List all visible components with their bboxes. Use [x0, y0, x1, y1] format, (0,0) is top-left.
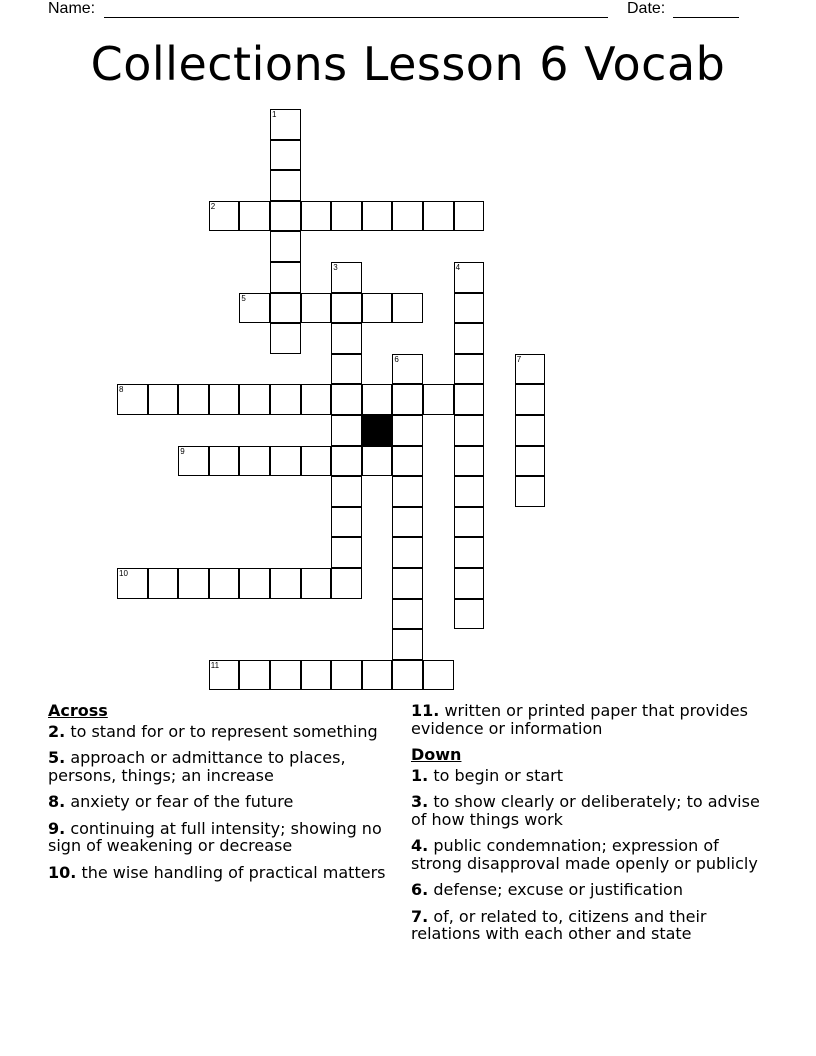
clue-text: to show clearly or deliberately; to advise of how things work	[411, 792, 760, 829]
crossword-cell[interactable]	[331, 415, 362, 446]
clue-number: 3.	[411, 792, 429, 811]
clues-right-column	[411, 702, 771, 952]
clue-across-2	[48, 723, 408, 741]
clue-number: 2.	[48, 721, 66, 741]
clue-number: 6.	[411, 880, 429, 899]
crossword-cell[interactable]	[331, 201, 362, 232]
clue-across-10	[48, 864, 408, 882]
crossword-cell[interactable]	[331, 507, 362, 538]
clue-number: 11.	[411, 701, 440, 720]
crossword-cell[interactable]	[270, 170, 301, 201]
crossword-cell[interactable]	[301, 384, 332, 415]
clue-text: anxiety or fear of the future	[70, 792, 294, 811]
clue-text: the wise handling of practical matters	[81, 862, 386, 882]
crossword-cell[interactable]	[515, 415, 546, 446]
clue-text: to begin or start	[433, 765, 564, 785]
clue-across-8	[48, 793, 408, 811]
crossword-cell[interactable]	[454, 323, 485, 354]
crossword-cell[interactable]	[454, 568, 485, 599]
clue-across-9	[48, 820, 408, 855]
crossword-cell[interactable]	[454, 446, 485, 477]
clue-across-5	[48, 749, 408, 784]
clues-left-column	[48, 702, 408, 890]
crossword-cell[interactable]	[301, 568, 332, 599]
crossword-cell[interactable]	[301, 660, 332, 691]
crossword-cell[interactable]	[331, 568, 362, 599]
clue-number: 5.	[48, 748, 66, 767]
crossword-cell[interactable]	[178, 446, 209, 477]
cell-number: 11	[210, 660, 220, 670]
crossword-cell[interactable]	[423, 660, 454, 691]
crossword-cell[interactable]	[148, 568, 179, 599]
crossword-cell[interactable]	[454, 599, 485, 630]
crossword-cell[interactable]	[454, 354, 485, 385]
crossword-cell[interactable]	[301, 446, 332, 477]
clue-text: of, or related to, citizens and their relations with each other and state	[411, 906, 707, 943]
crossword-cell[interactable]	[392, 660, 423, 691]
crossword-cell[interactable]	[270, 384, 301, 415]
crossword-cell[interactable]	[301, 293, 332, 324]
crossword-cell[interactable]	[239, 201, 270, 232]
clue-text: continuing at full intensity; showing no sign of weakening or decrease	[48, 818, 382, 855]
crossword-cell[interactable]	[392, 599, 423, 630]
crossword-cell[interactable]	[454, 293, 485, 324]
crossword-cell[interactable]	[515, 354, 546, 385]
clue-text: to stand for or to represent something	[70, 721, 378, 741]
crossword-cell[interactable]	[270, 568, 301, 599]
across-heading: Across	[48, 701, 108, 720]
cell-number: 5	[241, 293, 246, 303]
cell-number: 7	[516, 354, 522, 364]
crossword-cell[interactable]	[117, 568, 148, 599]
crossword-cell[interactable]	[178, 568, 209, 599]
crossword-cell[interactable]	[454, 415, 485, 446]
crossword-cell[interactable]	[301, 201, 332, 232]
crossword-cell[interactable]	[270, 660, 301, 691]
clue-number: 10.	[48, 862, 77, 882]
crossword-cell[interactable]	[331, 293, 362, 324]
crossword-cell[interactable]	[454, 201, 485, 232]
crossword-cell[interactable]	[331, 660, 362, 691]
clue-number: 4.	[411, 836, 429, 855]
crossword-cell[interactable]	[515, 384, 546, 415]
crossword-cell[interactable]	[515, 476, 546, 507]
clue-text: written or printed paper that provides evidence or information	[411, 701, 748, 738]
crossword-cell[interactable]	[117, 384, 148, 415]
crossword-cell[interactable]	[362, 293, 393, 324]
crossword-cell[interactable]	[392, 446, 423, 477]
crossword-cell[interactable]	[239, 384, 270, 415]
crossword-cell[interactable]	[270, 446, 301, 477]
crossword-cell[interactable]	[331, 537, 362, 568]
crossword-cell[interactable]	[392, 201, 423, 232]
crossword-cell[interactable]	[270, 140, 301, 171]
crossword-cell[interactable]	[239, 568, 270, 599]
crossword-cell[interactable]	[270, 109, 301, 140]
crossword-cell[interactable]	[331, 476, 362, 507]
clue-number: 7.	[411, 906, 429, 926]
clue-across-11	[411, 702, 771, 737]
cell-number: 1	[272, 110, 277, 119]
crossword-cell[interactable]	[270, 231, 301, 262]
clue-down-1	[411, 767, 771, 785]
date-label: Date:	[627, 0, 666, 17]
crossword-cell[interactable]	[392, 293, 423, 324]
crossword-cell[interactable]	[454, 507, 485, 538]
clue-text: approach or admittance to places, persons, things; an increase	[48, 748, 346, 785]
clue-down-6	[411, 881, 771, 899]
crossword-cell[interactable]	[392, 384, 423, 415]
crossword-cell[interactable]	[331, 262, 362, 293]
cell-number: 2	[210, 201, 216, 211]
crossword-cell[interactable]	[362, 660, 393, 691]
crossword-cell[interactable]	[392, 568, 423, 599]
clue-down-4	[411, 837, 771, 872]
crossword-cell[interactable]	[392, 354, 423, 385]
crossword-cell[interactable]	[209, 384, 240, 415]
crossword-cell[interactable]	[209, 660, 240, 691]
clue-down-3	[411, 793, 771, 828]
down-heading: Down	[411, 745, 462, 764]
crossword-black-cell	[362, 415, 393, 446]
crossword-cell[interactable]	[454, 537, 485, 568]
crossword-cell[interactable]	[392, 415, 423, 446]
crossword-cell[interactable]	[148, 384, 179, 415]
crossword-cell[interactable]	[392, 476, 423, 507]
cell-number: 10	[119, 569, 128, 578]
crossword-cell[interactable]	[454, 384, 485, 415]
crossword-cell[interactable]	[454, 262, 485, 293]
page-title: Collections Lesson 6 Vocab	[90, 37, 726, 91]
crossword-cell[interactable]	[270, 262, 301, 293]
crossword-cell[interactable]	[209, 568, 240, 599]
cell-number: 8	[119, 385, 124, 395]
clue-number: 9.	[48, 818, 66, 838]
cell-number: 4	[455, 263, 461, 272]
crossword-cell[interactable]	[515, 446, 546, 477]
clue-down-7	[411, 908, 771, 943]
crossword-cell[interactable]	[331, 446, 362, 477]
crossword-cell[interactable]	[362, 201, 393, 232]
clue-number: 1.	[411, 765, 429, 785]
crossword-cell[interactable]	[331, 354, 362, 385]
crossword-cell[interactable]	[423, 201, 454, 232]
crossword-cell[interactable]	[362, 446, 393, 477]
cell-number: 6	[394, 354, 399, 364]
crossword-cell[interactable]	[209, 446, 240, 477]
crossword-cell[interactable]	[239, 660, 270, 691]
crossword-cell[interactable]	[270, 293, 301, 324]
clue-text: public condemnation; expression of strong disapproval made openly or publicly	[411, 836, 758, 873]
crossword-cell[interactable]	[423, 384, 454, 415]
clue-text: defense; excuse or justification	[433, 880, 683, 899]
cell-number: 9	[180, 446, 185, 456]
crossword-cell[interactable]	[270, 201, 301, 232]
name-label: Name:	[48, 0, 96, 17]
crossword-cell[interactable]	[454, 476, 485, 507]
crossword-cell[interactable]	[392, 507, 423, 538]
crossword-cell[interactable]	[239, 293, 270, 324]
crossword-cell[interactable]	[331, 384, 362, 415]
crossword-cell[interactable]	[331, 323, 362, 354]
cell-number: 3	[333, 263, 338, 272]
crossword-cell[interactable]	[270, 323, 301, 354]
crossword-cell[interactable]	[392, 629, 423, 660]
crossword-cell[interactable]	[178, 384, 209, 415]
crossword-cell[interactable]	[392, 537, 423, 568]
crossword-cell[interactable]	[239, 446, 270, 477]
clue-number: 8.	[48, 792, 66, 811]
crossword-cell[interactable]	[362, 384, 393, 415]
crossword-cell[interactable]	[209, 201, 240, 232]
